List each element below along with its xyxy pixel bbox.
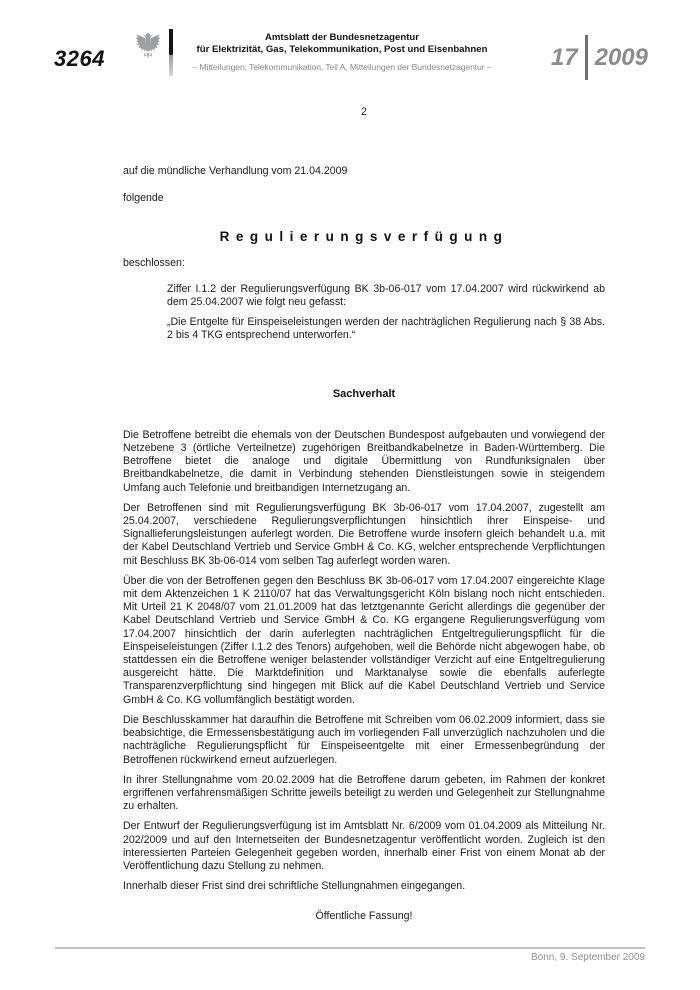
section-heading-sachverhalt: Sachverhalt [332, 387, 396, 400]
body-paragraph: Die Betroffene betreibt die ehemals von der Deutschen Bundespost aufgebauten und vorwiegend der Netzebene 3 (örtliche Verteilnetze) zugehörigen Breitbandkabelnetze in Baden-Württemberg. Die Betroffene bietet die analoge und digitale Übermittlung von Rundfunksignalen über Breitbandkabelnetze, die damit in Verbindung stehenden Dienstleistungen sowie in steigendem Umfang auch Telefonie und breitbandigen Internetzugang an. [123, 428, 605, 494]
document-body [123, 106, 605, 924]
tenor-paragraph: Ziffer I.1.2 der Regulierungsverfügung BK 3b-06-017 vom 17.04.2007 wird rückwirkend ab dem 25.04.2007 wie folgt neu gefasst: [167, 282, 605, 309]
running-page-code: 3264 [54, 46, 105, 71]
sachverhalt-paragraphs [123, 429, 605, 894]
issue-label [551, 35, 648, 80]
body-paragraph: Innerhalb dieser Frist sind drei schriftliche Stellungnahmen eingegangen. [123, 880, 466, 893]
footer-rule [55, 947, 645, 949]
footer-place-date: Bonn, 9. September 2009 [531, 952, 645, 963]
body-paragraph: Der Betroffenen sind mit Regulierungsverfügung BK 3b-06-017 vom 17.04.2007, zugestellt am 25.04.2007, verschiedene Regulierungsverpflichtungen hinsichtlich ihrer Einspeise- und Signallieferungsleistungen auferlegt worden. Die Betroffene wurde insofern gleich behandelt u.a. mit der Kabel Deutschland Vertrieb und Service GmbH & Co. KG, welcher entsprechende Verpflichtungen mit Beschluss BK 3b-06-014 vom selben Tag auferlegt worden waren. [123, 501, 605, 567]
masthead-title-line2: für Elektrizität, Gas, Telekommunikation, Post und Eisenbahnen [196, 44, 488, 55]
masthead-subtitle: – Mitteilungen, Telekommunikation, Teil A, Mitteilungen der Bundesnetzagentur – [192, 62, 492, 72]
body-paragraph: In ihrer Stellungnahme vom 20.02.2009 hat die Betroffene darum gebeten, im Rahmen der konkret ergriffenen verfahrensmäßigen Schritte jeweils beteiligt zu werden und Gelegenheit zur Stellungnahme zu erhalten. [123, 773, 605, 813]
public-version-note: Öffentliche Fassung! [315, 910, 413, 923]
federal-eagle-icon [135, 29, 161, 62]
body-paragraph: Die Beschlusskammer hat daraufhin die Betroffene mit Schreiben vom 06.02.2009 informiert, dass sie beabsichtige, die Ermessensbestätigung auch im vorliegenden Fall unverzüglich nachzuholen und die nachträgliche Regulierungspflicht für Einspeiseentgelte mit einer Ermessenbegründung der Betroffenen rückwirkend erneut aufzuerlegen. [123, 713, 605, 766]
masthead-title-line1: Amtsblatt der Bundesnetzagentur [264, 32, 420, 43]
intro-follow: folgende [123, 192, 164, 205]
issue-number: 17 [550, 43, 578, 71]
decision-heading: Regulierungsverfügung [219, 228, 509, 244]
issue-year: 2009 [594, 43, 648, 71]
masthead-divider-bar [169, 29, 173, 76]
tenor-paragraph: „Die Entgelte für Einspeiseleistungen werden der nachträglichen Regulierung nach § 38 Abs. 2 bis 4 TKG entsprechend unterworfen.“ [167, 316, 605, 342]
masthead-title-block [181, 29, 503, 72]
body-paragraph: Über die von der Betroffenen gegen den Beschluss BK 3b-06-017 vom 17.04.2007 eingereichte Klage mit dem Aktenzeichen 1 K 2110/07 hat das Verwaltungsgericht Köln bislang noch nicht entschieden. Mit Urteil 21 K 2048/07 vom 21.01.2009 hat das letztgenannte Gericht allerdings die gegenüber der Kabel Deutschland Vertrieb und Service GmbH & Co. KG ergangene Regulierungsverfügung vom 17.04.2007 hinsichtlich der darin auferlegten nachträglichen Entgeltregulierungspflicht für die Einspeiseleistungen (Ziffer I.1.2 des Tenors) aufgehoben, weil die Behörde nicht abgewogen habe, ob stattdessen ein die Betroffene weniger belastender vollständiger Verzicht auf eine Entgeltregulierung ausgereicht hätte. Die Marktdefinition und Marktanalyse sowie die ebenfalls auferlegte Transparenzverpflichtung sind hingegen mit Blick auf die Kabel Deutschland Vertrieb und Service GmbH & Co. KG vollumfänglich bestätigt worden. [123, 574, 605, 706]
body-paragraph: Der Entwurf der Regulierungsverfügung ist im Amtsblatt Nr. 6/2009 vom 01.04.2009 als Mitteilung Nr. 202/2009 und auf den Internetseiten der Bundesnetzagentur veröffentlicht worden. Zugleich ist den interessierten Parteien Gelegenheit gegeben worden, innerhalb einer Frist von einem Monat ab der Veröffentlichung dazu Stellung zu nehmen. [123, 820, 605, 872]
decision-intro: beschlossen: [123, 256, 185, 269]
intro-line: auf die mündliche Verhandlung vom 21.04.2009 [123, 165, 348, 178]
masthead [135, 29, 503, 76]
page-number: 2 [361, 106, 367, 118]
issue-divider-bar [585, 35, 588, 80]
